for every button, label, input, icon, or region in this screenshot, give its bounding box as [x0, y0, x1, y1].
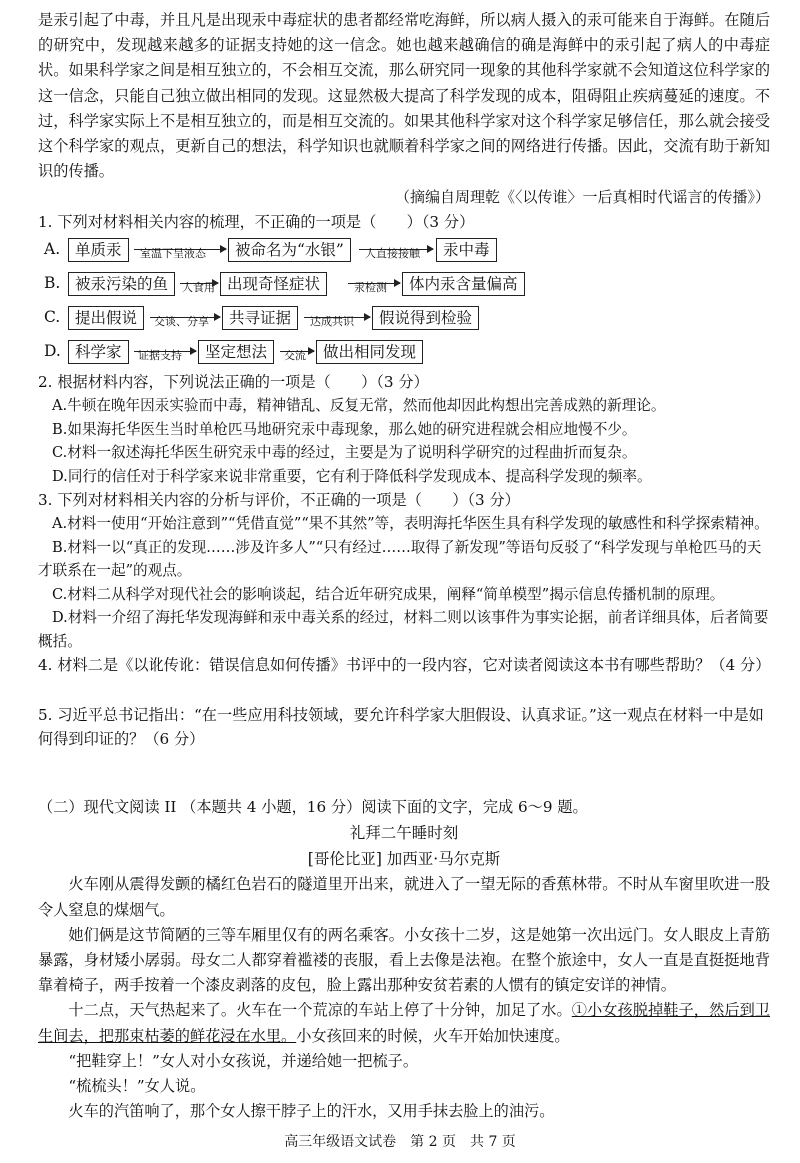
- exam-page: [38, 8, 770, 1124]
- passage-source: （摘编自周理乾《〈以传谁〉一后真相时代谣言的传播》）: [394, 188, 770, 207]
- q3-option-b: B.材料一以“真正的发现……涉及许多人”“只有经过……取得了新发现”等语句反驳了“科学发现与单枪匹马的天才联系在一起”的观点。: [38, 538, 762, 580]
- flow-arrow: [150, 315, 220, 329]
- option-label: C.: [44, 308, 61, 327]
- arrow-label: 汞检测: [354, 281, 387, 295]
- flow-box: 出现奇怪症状: [220, 272, 327, 296]
- flow-arrow: [134, 247, 226, 261]
- flow-box: 单质汞: [68, 238, 129, 262]
- passage-top: 是汞引起了中毒，并且凡是出现汞中毒症状的患者都经常吃海鲜，所以病人摄入的汞可能来自于海鲜。在随后的研究中，发现越来越多的证据支持她的这一信念。她也越来越确信的确是海鲜中的汞引起了病人的中毒症状。如果科学家之间是相互独立的，不会相互交流，那么研究同一现象的其他科学家就不会知道这位科学家的这一信念，只能自己独立做出相同的发现。这显然极大提高了科学发现的成本，阻碍阻止疾病蔓延的速度。不过，科学家实际上不是相互独立的，而是相互交流的。如果其他科学家对这个科学家足够信任，那么就会接受这个科学家的观点，更新自己的想法，科学知识也就顺着科学家之间的网络进行传播。因此，交流有助于新知识的传播。: [38, 11, 770, 181]
- flow-arrow: [359, 247, 433, 261]
- flow-box: 共寻证据: [222, 306, 298, 330]
- section2-header: （二）现代文阅读 II （本题共 4 小题，16 分）阅读下面的文字，完成 6～9 题。: [38, 798, 588, 817]
- flow-arrow: [304, 315, 370, 329]
- flow-arrow: [348, 281, 400, 295]
- q3-option-d: D.材料一介绍了海托华发现海鲜和汞中毒关系的经过，材料二则以该事件为事实论据，前者详细具体，后者简要概括。: [38, 609, 769, 650]
- story-text: 小女孩回来的时候，火车开始加快速度。: [296, 1026, 570, 1045]
- q3-stem: 3. 下列对材料相关内容的分析与评价，不正确的一项是（ ）（3 分）: [38, 491, 520, 510]
- q1-option-b: [38, 268, 770, 302]
- q2-stem: 2. 根据材料内容，下列说法正确的一项是（ ）（3 分）: [38, 373, 429, 392]
- flow-box: 科学家: [68, 340, 129, 364]
- story-paragraph: “梳梳头！”女人说。: [68, 1077, 206, 1096]
- flow-box: 被命名为“水银”: [228, 238, 351, 262]
- flow-box: 体内汞含量偏高: [402, 272, 525, 296]
- underlined-sentence: ①小女孩脱掉鞋子，然后到卫生间去，把那束枯萎的鲜花浸在水里。: [38, 1001, 771, 1045]
- arrow-label: 室温下呈液态: [140, 247, 206, 261]
- option-label: D.: [44, 342, 61, 361]
- arrow-label: 交谈、分享: [154, 315, 209, 329]
- arrow-label: 人直接接触: [365, 247, 420, 261]
- q1-option-c: [38, 302, 770, 336]
- q5-stem: 5. 习近平总书记指出：“在一些应用科技领域，要允许科学家大胆假设、认真求证。”这一观点在材料一中是如何得到印证的？（6 分）: [38, 706, 764, 749]
- page-footer: 高三年级语文试卷 第 2 页 共 7 页: [284, 1134, 516, 1150]
- story-text: 十二点，天气热起来了。火车在一个荒凉的车站上停了十分钟，加足了水。: [68, 1001, 572, 1020]
- story-paragraph: 她们俩是这节简陋的三等车厢里仅有的两名乘客。小女孩十二岁，这是她第一次出远门。女人眼皮上青筋暴露，身材矮小孱弱。母女二人都穿着褴褛的丧服，看上去像是法袍。在整个旅途中，女人一直是直挺挺地背靠着椅子，两手按着一个漆皮剥落的皮包，脸上露出那种安贫若素的人惯有的镇定安详的神情。: [38, 925, 770, 995]
- arrow-label: 证据支持: [138, 349, 182, 363]
- flow-box: 提出假说: [68, 306, 144, 330]
- q1-option-a: [38, 234, 770, 268]
- q3-option-a: A.材料一使用“开始注意到”“凭借直觉”“果不其然”等，表明海托华医生具有科学发现的敏感性和科学探索精神。: [52, 515, 769, 533]
- flow-arrow: [134, 349, 196, 363]
- story-author: [哥伦比亚] 加西亚·马尔克斯: [307, 850, 501, 869]
- q1-stem: 1. 下列对材料相关内容的梳理，不正确的一项是（ ）（3 分）: [38, 213, 475, 232]
- arrow-label: 交流: [284, 349, 306, 363]
- flow-arrow: [280, 349, 314, 363]
- q2-option-d: D.同行的信任对于科学家来说非常重要，它有利于降低科学发现成本、提高科学发现的频率。: [52, 467, 652, 485]
- flow-box: 假说得到检验: [372, 306, 479, 330]
- story-paragraph: 火车的汽笛响了，那个女人擦干脖子上的汗水，又用手抹去脸上的油污。: [68, 1102, 555, 1121]
- flow-box: 坚定想法: [198, 340, 274, 364]
- flow-box: 被汞污染的鱼: [68, 272, 175, 296]
- flow-box: 汞中毒: [436, 238, 497, 262]
- story-paragraph: “把鞋穿上！”女人对小女孩说，并递给她一把梳子。: [68, 1051, 419, 1070]
- story-paragraph: 火车刚从震得发颤的橘红色岩石的隧道里开出来，就进入了一望无际的香蕉林带。不时从车窗里吹进一股令人窒息的煤烟气。: [38, 875, 770, 919]
- q3-option-c: C.材料二从科学对现代社会的影响谈起，结合近年研究成果，阐释“简单模型”揭示信息传播机制的原理。: [52, 585, 725, 603]
- story-title: 礼拜二午睡时刻: [349, 824, 459, 843]
- q4-stem: 4. 材料二是《以讹传讹：错误信息如何传播》书评中的一段内容，它对读者阅读这本书有哪些帮助？（4 分）: [38, 656, 771, 675]
- flow-arrow: [180, 281, 218, 295]
- q2-option-c: C.材料一叙述海托华医生研究汞中毒的经过，主要是为了说明科学研究的过程曲折而复杂。: [52, 444, 637, 462]
- flow-box: 做出相同发现: [316, 340, 423, 364]
- q1-option-d: [38, 336, 770, 370]
- option-label: A.: [44, 240, 61, 259]
- option-label: B.: [44, 274, 61, 293]
- arrow-label: 达成共识: [310, 315, 354, 329]
- q2-option-b: B.如果海托华医生当时单枪匹马地研究汞中毒现象，那么她的研究进程就会相应地慢不少。: [52, 420, 637, 438]
- story-paragraph: [38, 998, 770, 1048]
- arrow-label: 人食用: [182, 281, 215, 295]
- q2-option-a: A.牛顿在晚年因汞实验而中毒，精神错乱、反复无常，然而他却因此构想出完善成熟的新理论。: [52, 397, 666, 415]
